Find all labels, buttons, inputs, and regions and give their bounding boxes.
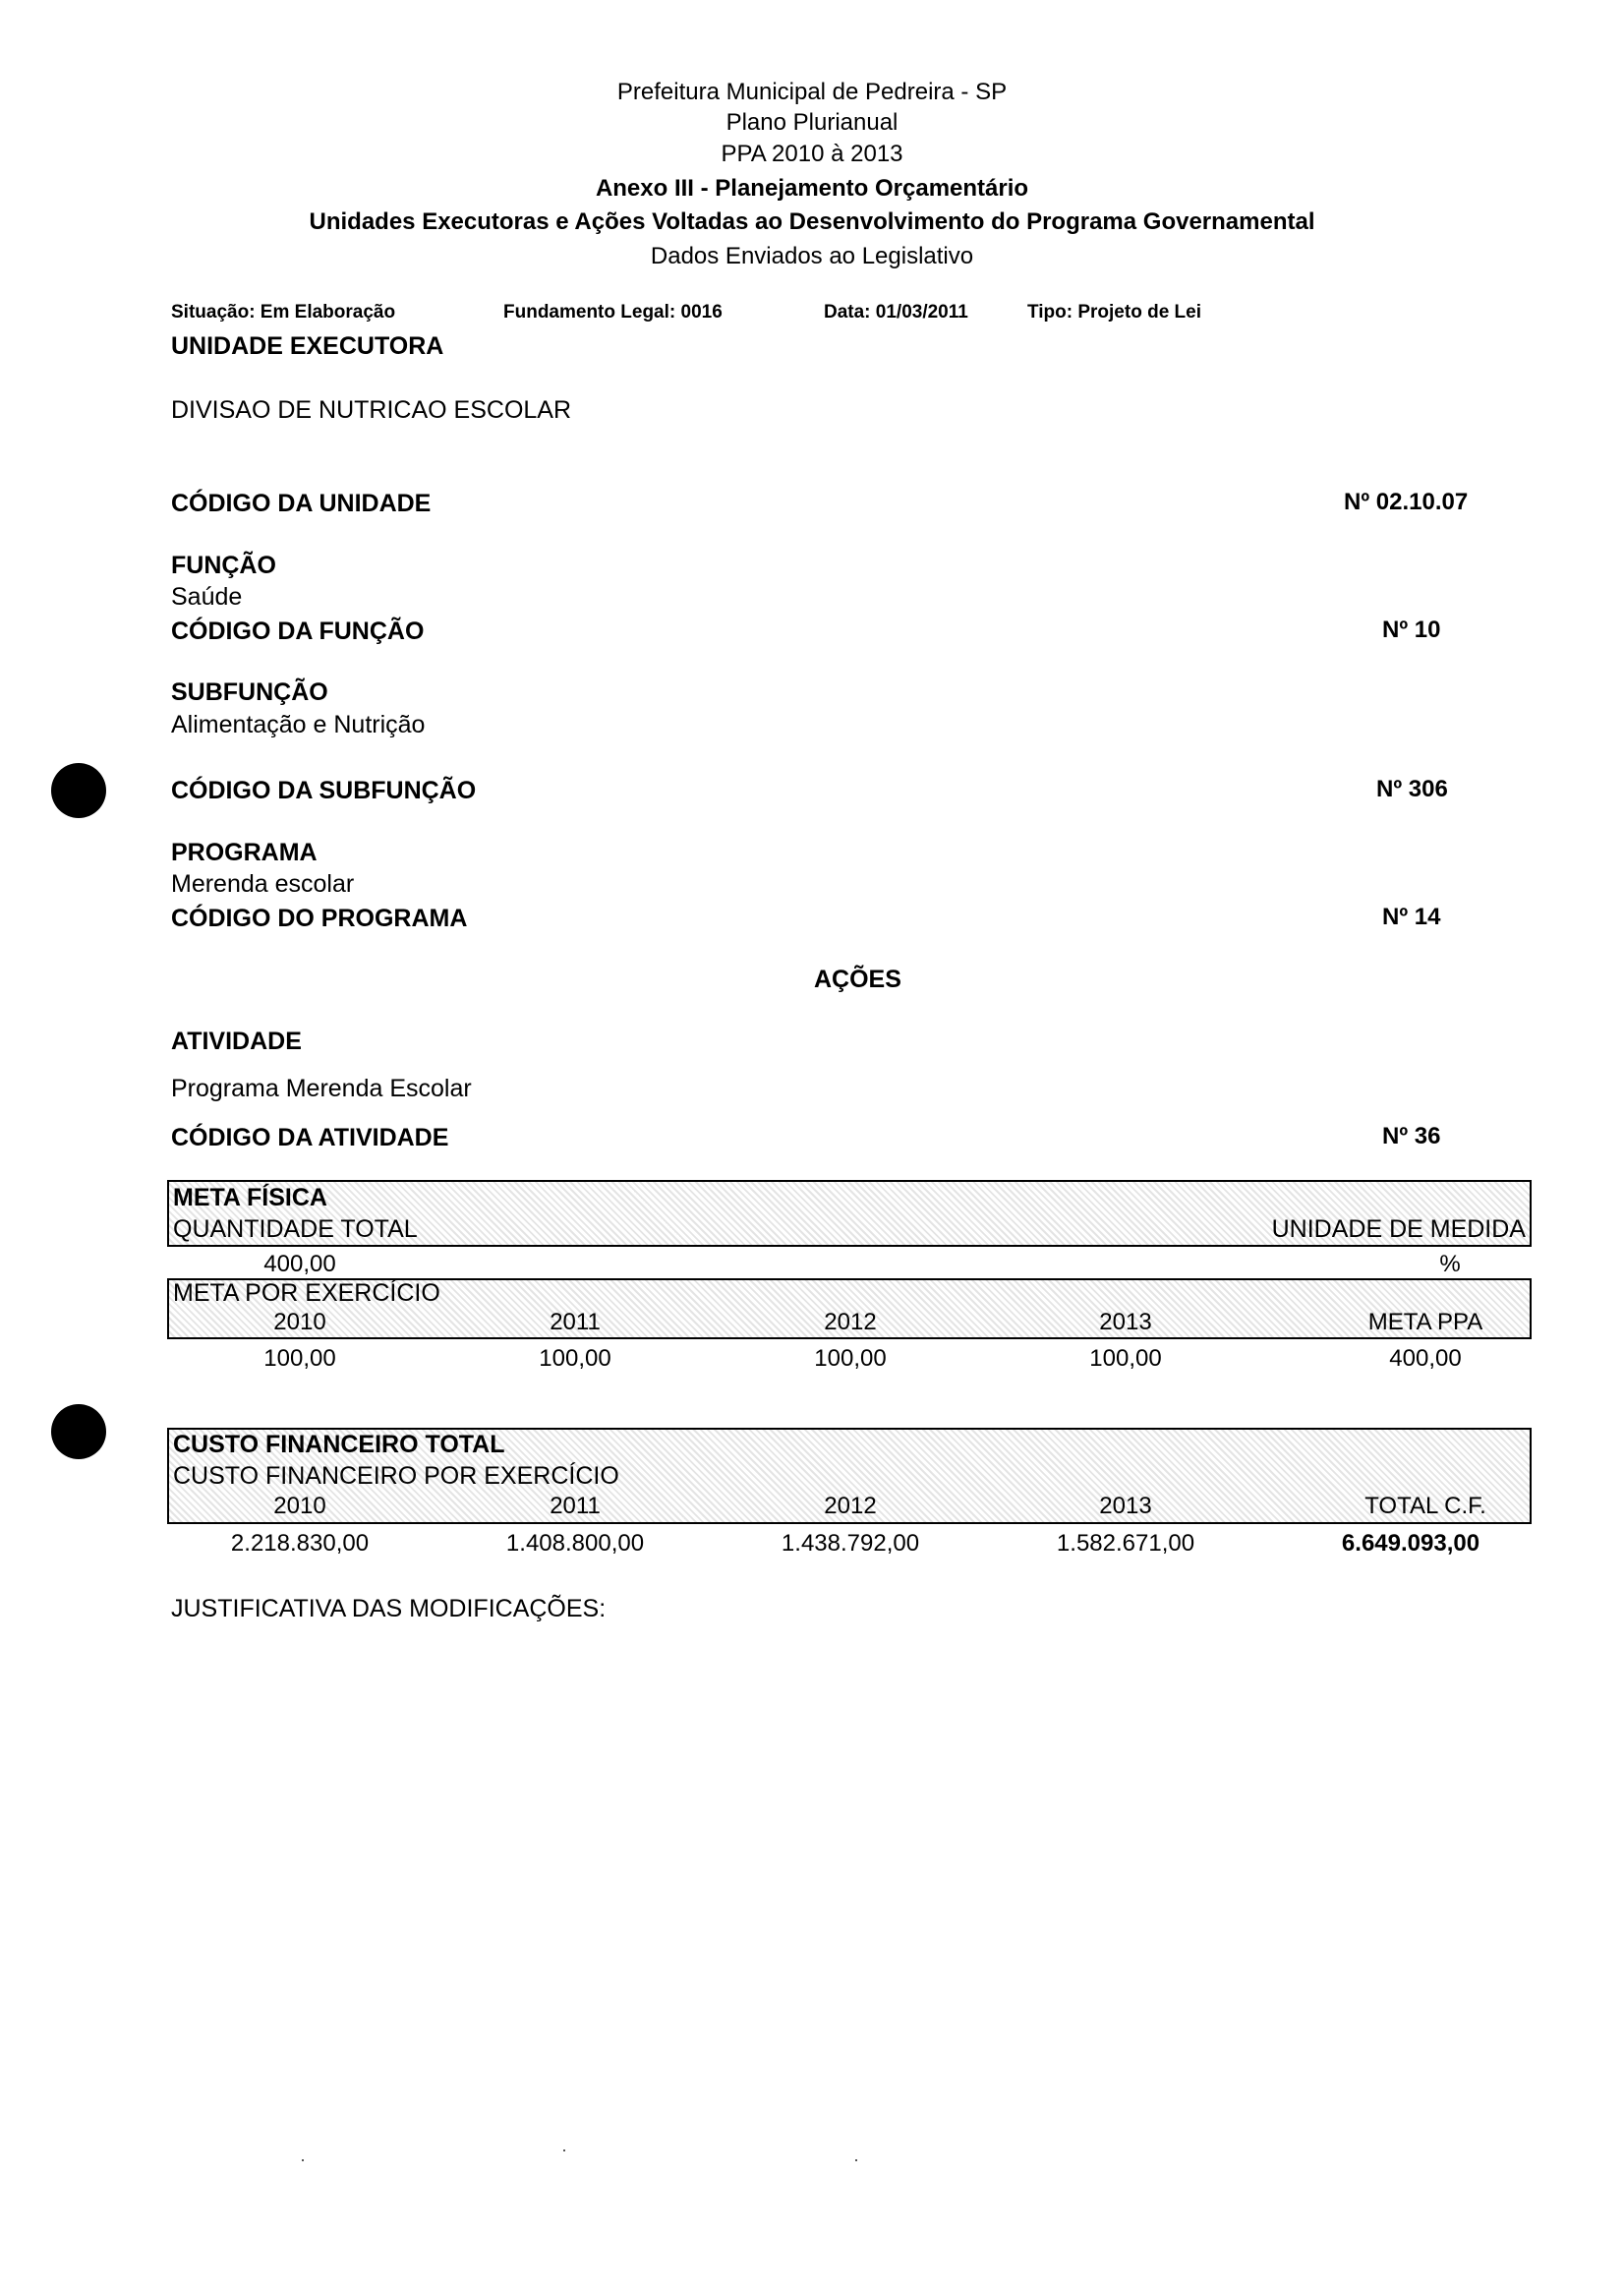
custo-col-2012: 2012 <box>824 1493 877 1519</box>
scan-speck <box>563 2149 565 2151</box>
funcao-label: FUNÇÃO <box>171 552 276 579</box>
custo-value-total: 6.649.093,00 <box>1341 1530 1480 1557</box>
tipo: Tipo: Projeto de Lei <box>1027 302 1201 323</box>
meta-col-2010: 2010 <box>273 1309 326 1335</box>
unidade-medida-label: UNIDADE DE MEDIDA <box>1271 1215 1526 1243</box>
custo-value-2012: 1.438.792,00 <box>781 1530 920 1557</box>
unidade-medida-value: % <box>1439 1251 1461 1277</box>
codigo-subfuncao-value: Nº 306 <box>1376 776 1448 802</box>
custo-col-total: TOTAL C.F. <box>1364 1493 1486 1519</box>
punch-hole <box>51 763 106 818</box>
custo-value-2011: 1.408.800,00 <box>505 1530 645 1557</box>
meta-exercicio-title: META POR EXERCÍCIO <box>173 1279 440 1307</box>
plano-title: Plano Plurianual <box>725 109 899 136</box>
meta-value-2010: 100,00 <box>263 1345 336 1372</box>
meta-value-2011: 100,00 <box>539 1345 611 1372</box>
custo-col-2010: 2010 <box>273 1493 326 1519</box>
subfuncao-value: Alimentação e Nutrição <box>171 711 426 738</box>
custo-total-title: CUSTO FINANCEIRO TOTAL <box>173 1431 505 1458</box>
programa-label: PROGRAMA <box>171 839 318 866</box>
codigo-unidade-value: Nº 02.10.07 <box>1344 489 1469 515</box>
codigo-programa-value: Nº 14 <box>1382 904 1441 930</box>
anexo-title: Anexo III - Planejamento Orçamentário <box>595 175 1029 202</box>
codigo-subfuncao-label: CÓDIGO DA SUBFUNÇÃO <box>171 777 477 804</box>
ppa-period: PPA 2010 à 2013 <box>721 141 903 167</box>
quantidade-total-label: QUANTIDADE TOTAL <box>173 1215 418 1243</box>
scan-speck <box>855 2159 857 2161</box>
dados-enviados: Dados Enviados ao Legislativo <box>650 243 974 269</box>
meta-col-2013: 2013 <box>1099 1309 1152 1335</box>
scan-speck <box>302 2159 304 2161</box>
meta-value-2013: 100,00 <box>1089 1345 1162 1372</box>
custo-col-2013: 2013 <box>1099 1493 1152 1519</box>
quantidade-total-value: 400,00 <box>263 1251 336 1277</box>
custo-value-2010: 2.218.830,00 <box>230 1530 370 1557</box>
codigo-funcao-value: Nº 10 <box>1382 617 1441 643</box>
justificativa-label: JUSTIFICATIVA DAS MODIFICAÇÕES: <box>171 1595 607 1622</box>
codigo-programa-label: CÓDIGO DO PROGRAMA <box>171 905 468 932</box>
meta-value-meta-ppa: 400,00 <box>1389 1345 1462 1372</box>
custo-col-2011: 2011 <box>550 1493 601 1519</box>
data: Data: 01/03/2011 <box>824 302 968 323</box>
acoes-title: AÇÕES <box>814 966 901 993</box>
meta-col-2011: 2011 <box>550 1309 601 1335</box>
meta-col-meta-ppa: META PPA <box>1367 1309 1483 1335</box>
meta-fisica-title: META FÍSICA <box>173 1184 327 1211</box>
codigo-atividade-label: CÓDIGO DA ATIVIDADE <box>171 1124 449 1151</box>
punch-hole <box>51 1404 106 1459</box>
funcao-value: Saúde <box>171 583 243 611</box>
codigo-funcao-label: CÓDIGO DA FUNÇÃO <box>171 618 425 645</box>
situacao: Situação: Em Elaboração <box>171 302 396 323</box>
prefeitura-title: Prefeitura Municipal de Pedreira - SP <box>616 79 1008 105</box>
subfuncao-label: SUBFUNÇÃO <box>171 678 328 706</box>
atividade-label: ATIVIDADE <box>171 1028 302 1055</box>
unidades-subtitle: Unidades Executoras e Ações Voltadas ao Desenvolvimento do Programa Governamental <box>309 208 1315 235</box>
custo-exercicio-title: CUSTO FINANCEIRO POR EXERCÍCIO <box>173 1462 619 1490</box>
fundamento-legal: Fundamento Legal: 0016 <box>503 302 723 323</box>
codigo-atividade-value: Nº 36 <box>1382 1123 1441 1149</box>
custo-value-2013: 1.582.671,00 <box>1056 1530 1195 1557</box>
atividade-value: Programa Merenda Escolar <box>171 1075 472 1102</box>
meta-col-2012: 2012 <box>824 1309 877 1335</box>
codigo-unidade-label: CÓDIGO DA UNIDADE <box>171 490 432 517</box>
unidade-executora-value: DIVISAO DE NUTRICAO ESCOLAR <box>171 396 572 424</box>
programa-value: Merenda escolar <box>171 870 355 898</box>
meta-value-2012: 100,00 <box>814 1345 887 1372</box>
unidade-executora-label: UNIDADE EXECUTORA <box>171 332 444 360</box>
